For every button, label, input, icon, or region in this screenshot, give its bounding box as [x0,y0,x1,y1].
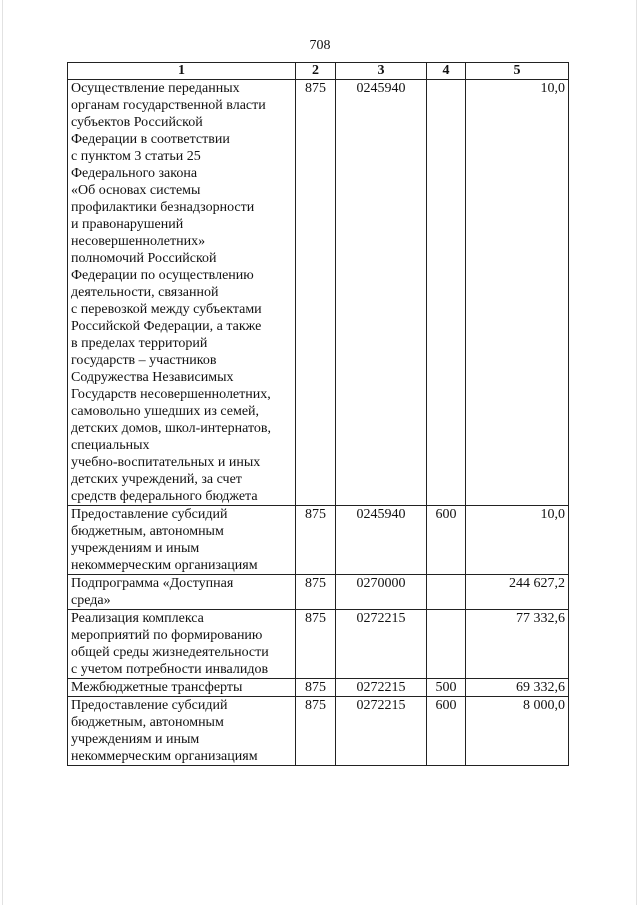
table-header-row [68,63,569,80]
row-amount: 77 332,6 [466,610,569,679]
row-vr: 600 [427,506,466,575]
budget-table [67,62,569,766]
column-header: 3 [336,63,427,80]
row-code: 875 [296,80,336,506]
row-vr [427,80,466,506]
row-code: 875 [296,679,336,697]
column-header: 2 [296,63,336,80]
row-name: Реализация комплекса мероприятий по формированию общей среды жизнедеятельности с учетом потребности инвалидов [68,610,296,679]
row-vr [427,610,466,679]
row-code: 875 [296,697,336,766]
table-row [68,610,569,679]
row-name: Предоставление субсидий бюджетным, автономным учреждениям и иным некоммерческим организациям [68,506,296,575]
row-amount: 8 000,0 [466,697,569,766]
scan-edge-right [636,0,637,905]
row-csr: 0272215 [336,697,427,766]
table-row [68,506,569,575]
row-code: 875 [296,575,336,610]
row-amount: 10,0 [466,506,569,575]
row-vr [427,575,466,610]
row-csr: 0272215 [336,679,427,697]
row-amount: 10,0 [466,80,569,506]
row-amount: 69 332,6 [466,679,569,697]
table-row [68,697,569,766]
table-row [68,679,569,697]
row-name: Осуществление переданных органам государственной власти субъектов Российской Федерации в соответствии с пунктом 3 статьи 25 Федерального закона «Об основах системы профилактики безнадзорности и правонарушений несовершеннолетних» полномочий Российской Федерации по осуществлению деятельности, связанной с перевозкой между субъектами Российской Федерации, а также в пределах территорий государств – участников Содружества Независимых Государств несовершеннолетних, самовольно ушедших из семей, детских домов, школ-интернатов, специальных учебно-воспитательных и иных детских учреждений, за счет средств федерального бюджета [68,80,296,506]
row-amount: 244 627,2 [466,575,569,610]
table-row [68,80,569,506]
column-header: 1 [68,63,296,80]
table-row [68,575,569,610]
column-header: 4 [427,63,466,80]
scan-edge-left [2,0,3,905]
page-number: 708 [309,38,331,53]
row-csr: 0270000 [336,575,427,610]
row-code: 875 [296,610,336,679]
row-name: Подпрограмма «Доступная среда» [68,575,296,610]
row-name: Межбюджетные трансферты [68,679,296,697]
row-vr: 600 [427,697,466,766]
column-header: 5 [466,63,569,80]
row-csr: 0245940 [336,80,427,506]
row-csr: 0272215 [336,610,427,679]
row-csr: 0245940 [336,506,427,575]
row-vr: 500 [427,679,466,697]
row-name: Предоставление субсидий бюджетным, автономным учреждениям и иным некоммерческим организациям [68,697,296,766]
row-code: 875 [296,506,336,575]
